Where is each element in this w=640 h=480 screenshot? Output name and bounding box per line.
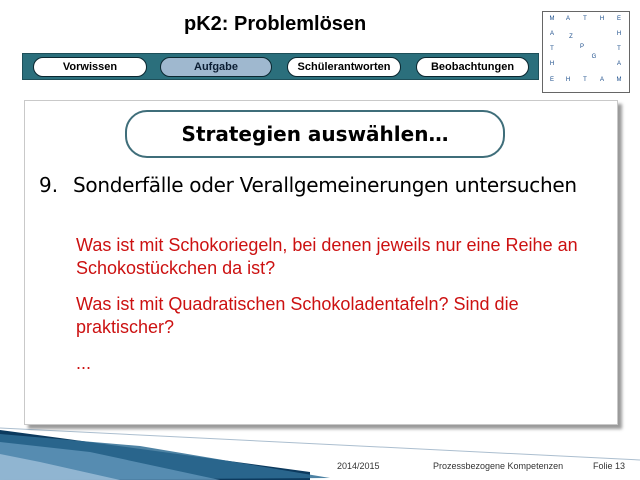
list-item-number: 9. xyxy=(39,173,59,197)
page-title: pK2: Problemlösen xyxy=(184,13,367,35)
logo-letter: M xyxy=(616,77,622,83)
mathe-logo xyxy=(542,11,630,93)
list-item-text: Sonderfälle oder Verallgemeinerungen untersuchen xyxy=(73,173,577,197)
footer-year: 2014/2015 xyxy=(337,461,380,471)
decorative-stripe xyxy=(0,420,640,480)
tab-vorwissen[interactable]: Vorwissen xyxy=(33,57,147,77)
logo-letter: A xyxy=(565,16,570,22)
logo-letter: H xyxy=(616,31,622,37)
logo-letter: A xyxy=(549,31,554,37)
ellipsis-text: ... xyxy=(76,353,92,373)
logo-letter: A xyxy=(616,61,621,67)
footer-topic: Prozessbezogene Kompetenzen xyxy=(433,461,564,471)
question-text: Was ist mit Quadratischen Schokoladentafeln? Sind die praktischer? xyxy=(76,294,519,337)
logo-letter: P xyxy=(579,44,584,50)
footer-slide-number: Folie 13 xyxy=(593,461,626,471)
logo-letter: A xyxy=(599,77,604,83)
logo-letter: Z xyxy=(569,34,573,40)
tab-aufgabe[interactable]: Aufgabe xyxy=(160,57,272,77)
nav-bar xyxy=(22,53,539,80)
logo-letter: T xyxy=(617,46,621,52)
logo-letter: H xyxy=(599,16,605,22)
logo-letter: M xyxy=(549,16,555,22)
question-text: Was ist mit Schokoriegeln, bei denen jeweils nur eine Reihe an Schokostückchen da ist? xyxy=(76,235,578,278)
logo-letter: E xyxy=(616,16,621,22)
logo-letter: G xyxy=(591,54,597,60)
tab-beobachtungen[interactable]: Beobachtungen xyxy=(416,57,529,77)
tab-schuelerantworten[interactable]: Schülerantworten xyxy=(287,57,401,77)
logo-letter: H xyxy=(549,61,555,67)
logo-letter: H xyxy=(565,77,571,83)
logo-letter: T xyxy=(550,46,554,52)
logo-letter: T xyxy=(583,16,587,22)
logo-letter: E xyxy=(549,77,554,83)
section-heading: Strategien auswählen… xyxy=(125,110,505,158)
logo-letter: T xyxy=(583,77,587,83)
